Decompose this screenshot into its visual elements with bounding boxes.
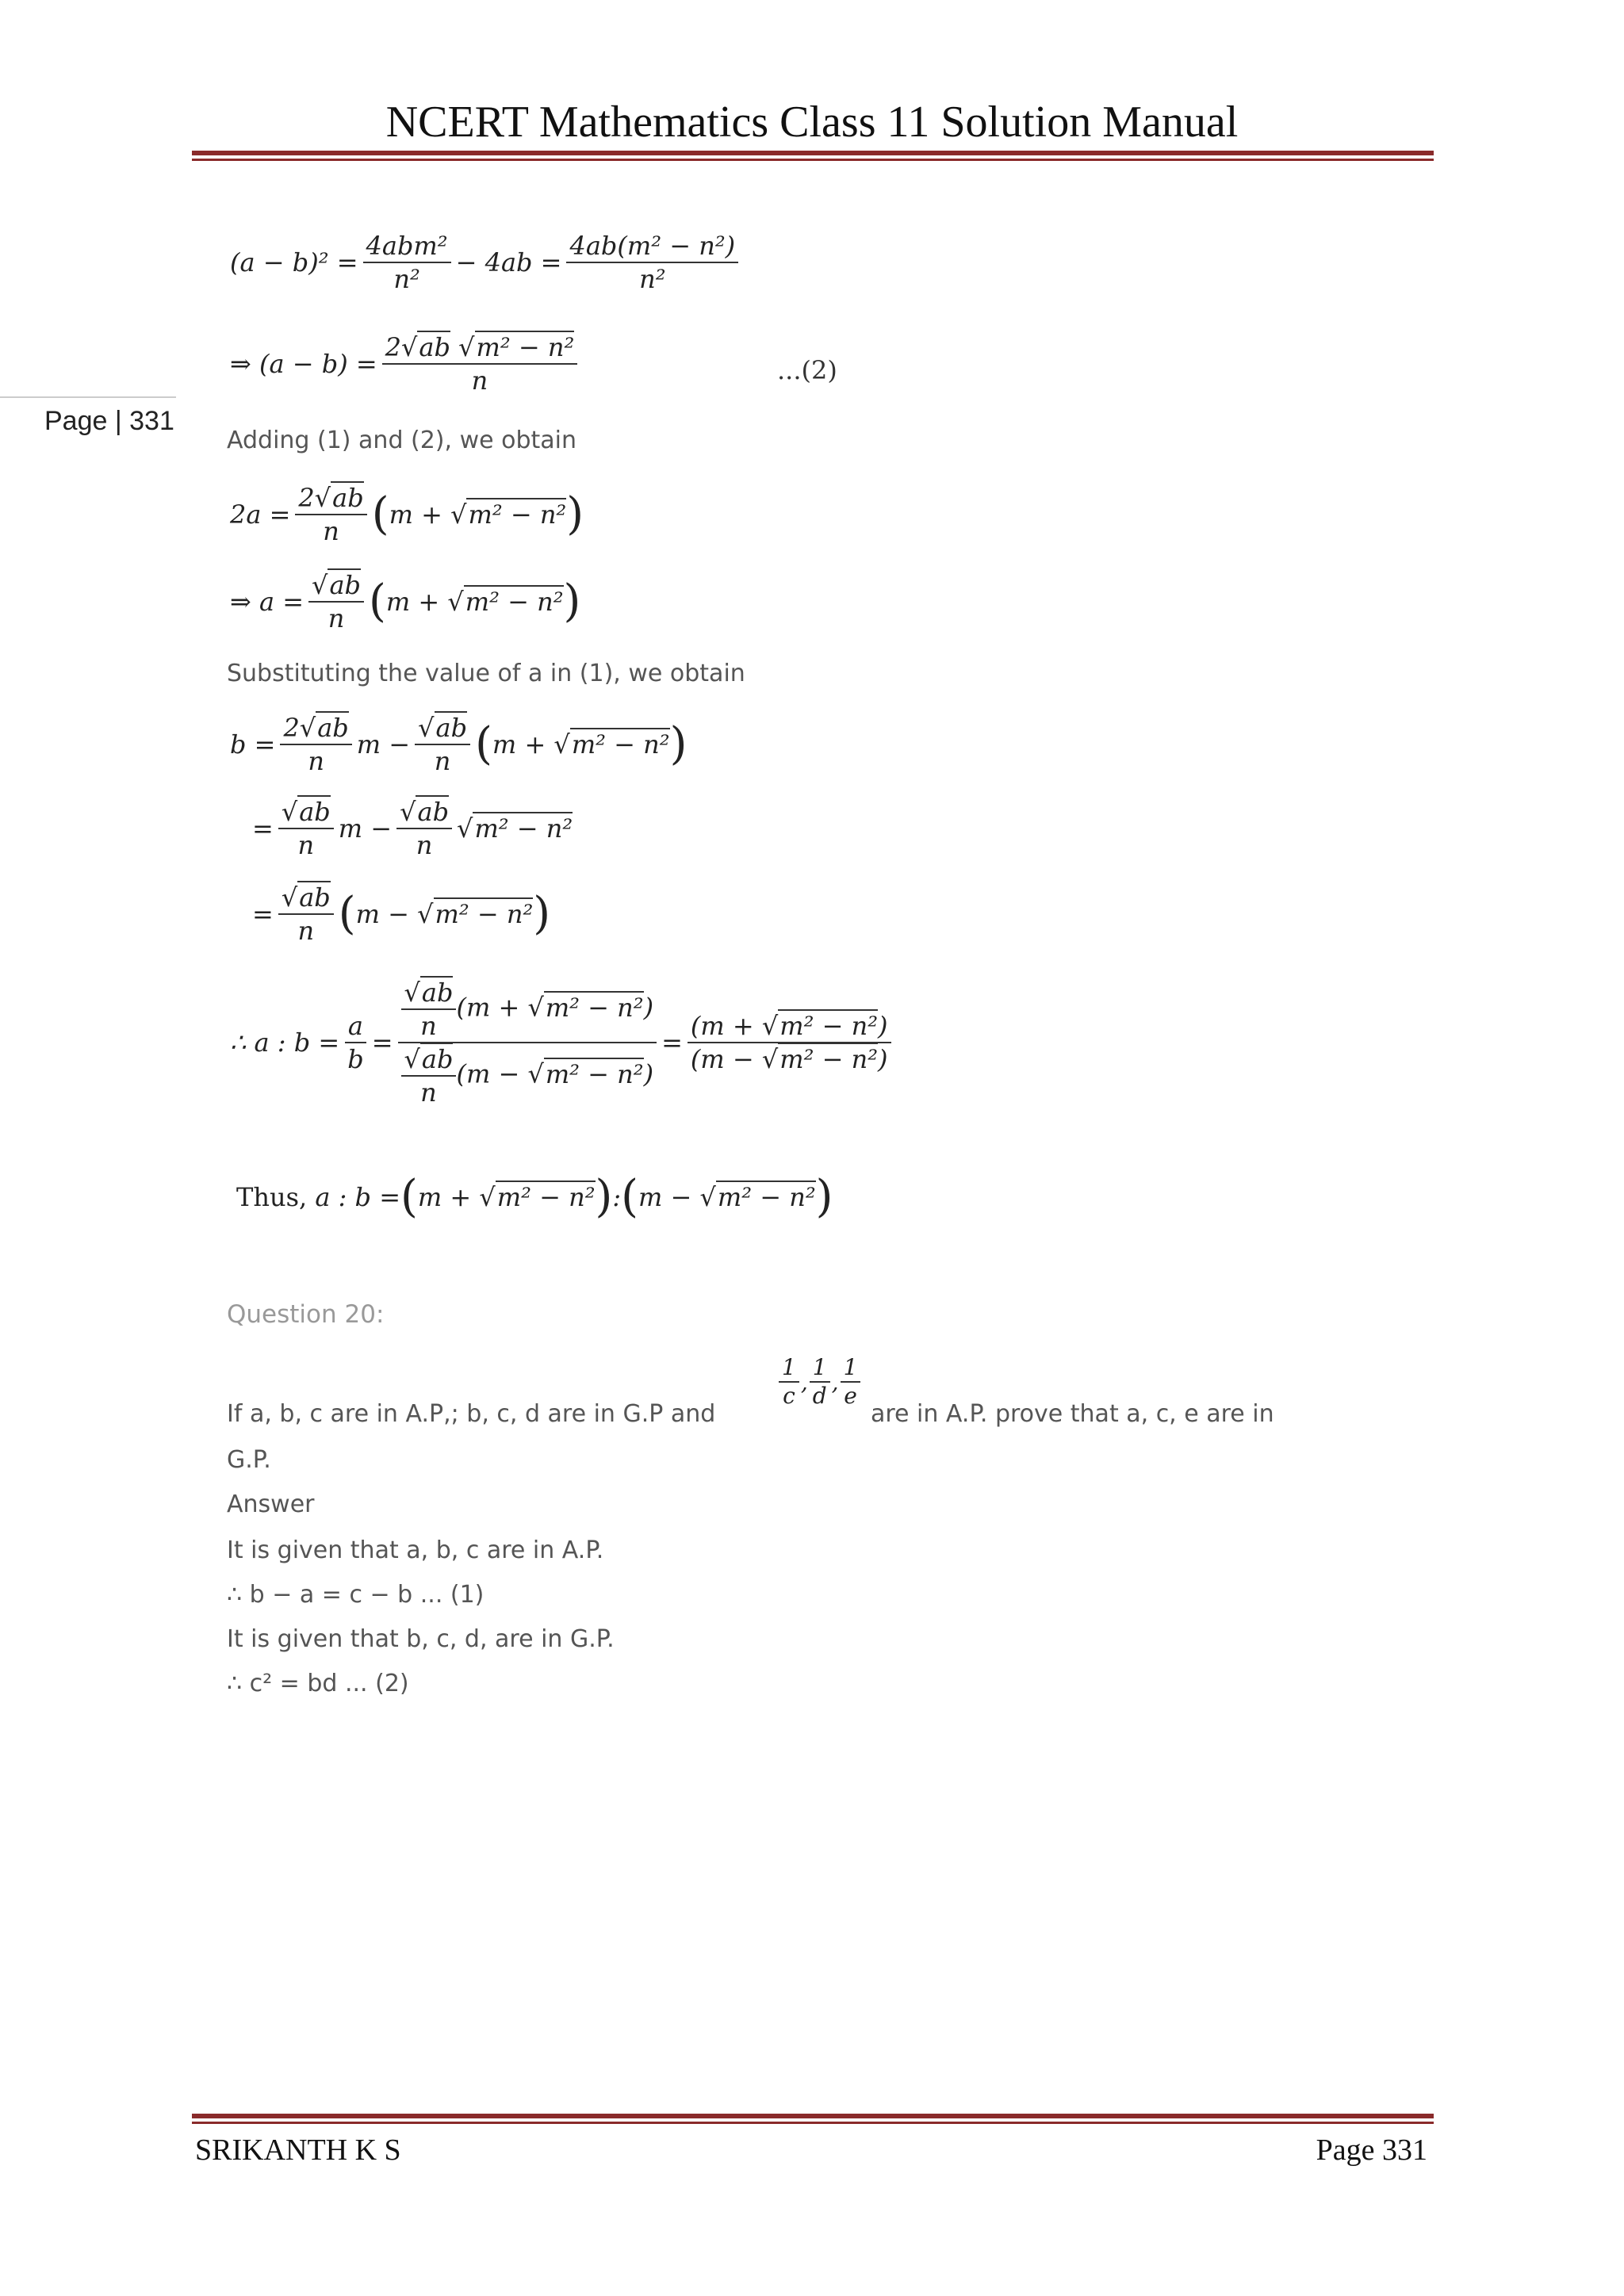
answer-label: Answer xyxy=(227,1490,315,1518)
footer-rule-thin xyxy=(192,2122,1434,2124)
question-text-part1: If a, b, c are in A.P,; b, c, d are in G.P and xyxy=(227,1400,716,1428)
substituting-text: Substituting the value of a in (1), we obtain xyxy=(227,660,745,687)
header-rule xyxy=(192,151,1434,155)
question-text-part3: G.P. xyxy=(227,1446,271,1474)
answer-line: It is given that a, b, c are in A.P. xyxy=(227,1536,604,1564)
sidebar-divider xyxy=(0,396,176,398)
question-text-part2: are in A.P. prove that a, c, e are in xyxy=(871,1400,1274,1428)
equation-b-step3: = $\frac{√ab}{n}$ ( m − √m² − n² ) xyxy=(252,882,551,946)
document-header-title: NCERT Mathematics Class 11 Solution Manual xyxy=(385,98,1239,147)
equation-b-step1: b = $\frac{2√ab}{n}$ m − $\frac{√ab}{n}$ ( m + √m² − n² ) xyxy=(230,713,688,776)
equation-b-step2: = $\frac{√ab}{n}$ m − $\frac{√ab}{n}$ √m² − n² xyxy=(252,797,573,860)
equation-number: ...(2) xyxy=(777,355,837,385)
equation-thus: Thus, a : b = ( m + √m² − n² ) : ( m − √m² − n² ) xyxy=(236,1171,833,1223)
question-label: Question 20: xyxy=(227,1300,385,1329)
answer-line: ∴ b − a = c − b ... (1) xyxy=(227,1581,485,1609)
equation-2a: 2a = $\frac{2√ab}{n}$ ( m + √m² − n² ) xyxy=(230,483,584,546)
equation-a: ⇒ a = $\frac{√ab}{n}$ ( m + √m² − n² ) xyxy=(230,570,581,633)
footer-rule xyxy=(192,2114,1434,2118)
footer-author: SRIKANTH K S xyxy=(195,2133,401,2167)
answer-line: ∴ c² = bd ... (2) xyxy=(227,1670,409,1697)
equation-ab-squared: (a − b)² = $\frac{\text{4abm²}}{\text{n²}}$ − 4ab = $\frac{\text{4ab(m² − n²)}}{\text{n²}}$ xyxy=(230,230,743,295)
sidebar-page-label: Page | 331 xyxy=(44,406,174,436)
header-rule-thin xyxy=(192,159,1434,161)
footer-page-number: Page 331 xyxy=(1316,2133,1427,2167)
question-fractions: $\frac{1}{c}$ , $\frac{1}{d}$ , $\frac{1}{e}$ xyxy=(777,1354,862,1410)
equation-a-minus-b: ⇒ (a − b) = $\frac{\text{2√ab √m² − n²}}{n}$ xyxy=(230,331,582,396)
equation-ratio: ∴ a : b = $\frac{a}{b}$ = $\frac{√ab}{n}$ (m + √m² − n²) $\frac{√ab}{n}$ (m − √m² − n²) = $\frac{\text{(m + √m² − n²)}}{\text{(m − √m² − n²)}}$ xyxy=(230,977,896,1108)
answer-line: It is given that b, c, d, are in G.P. xyxy=(227,1625,615,1653)
adding-text: Adding (1) and (2), we obtain xyxy=(227,427,577,454)
